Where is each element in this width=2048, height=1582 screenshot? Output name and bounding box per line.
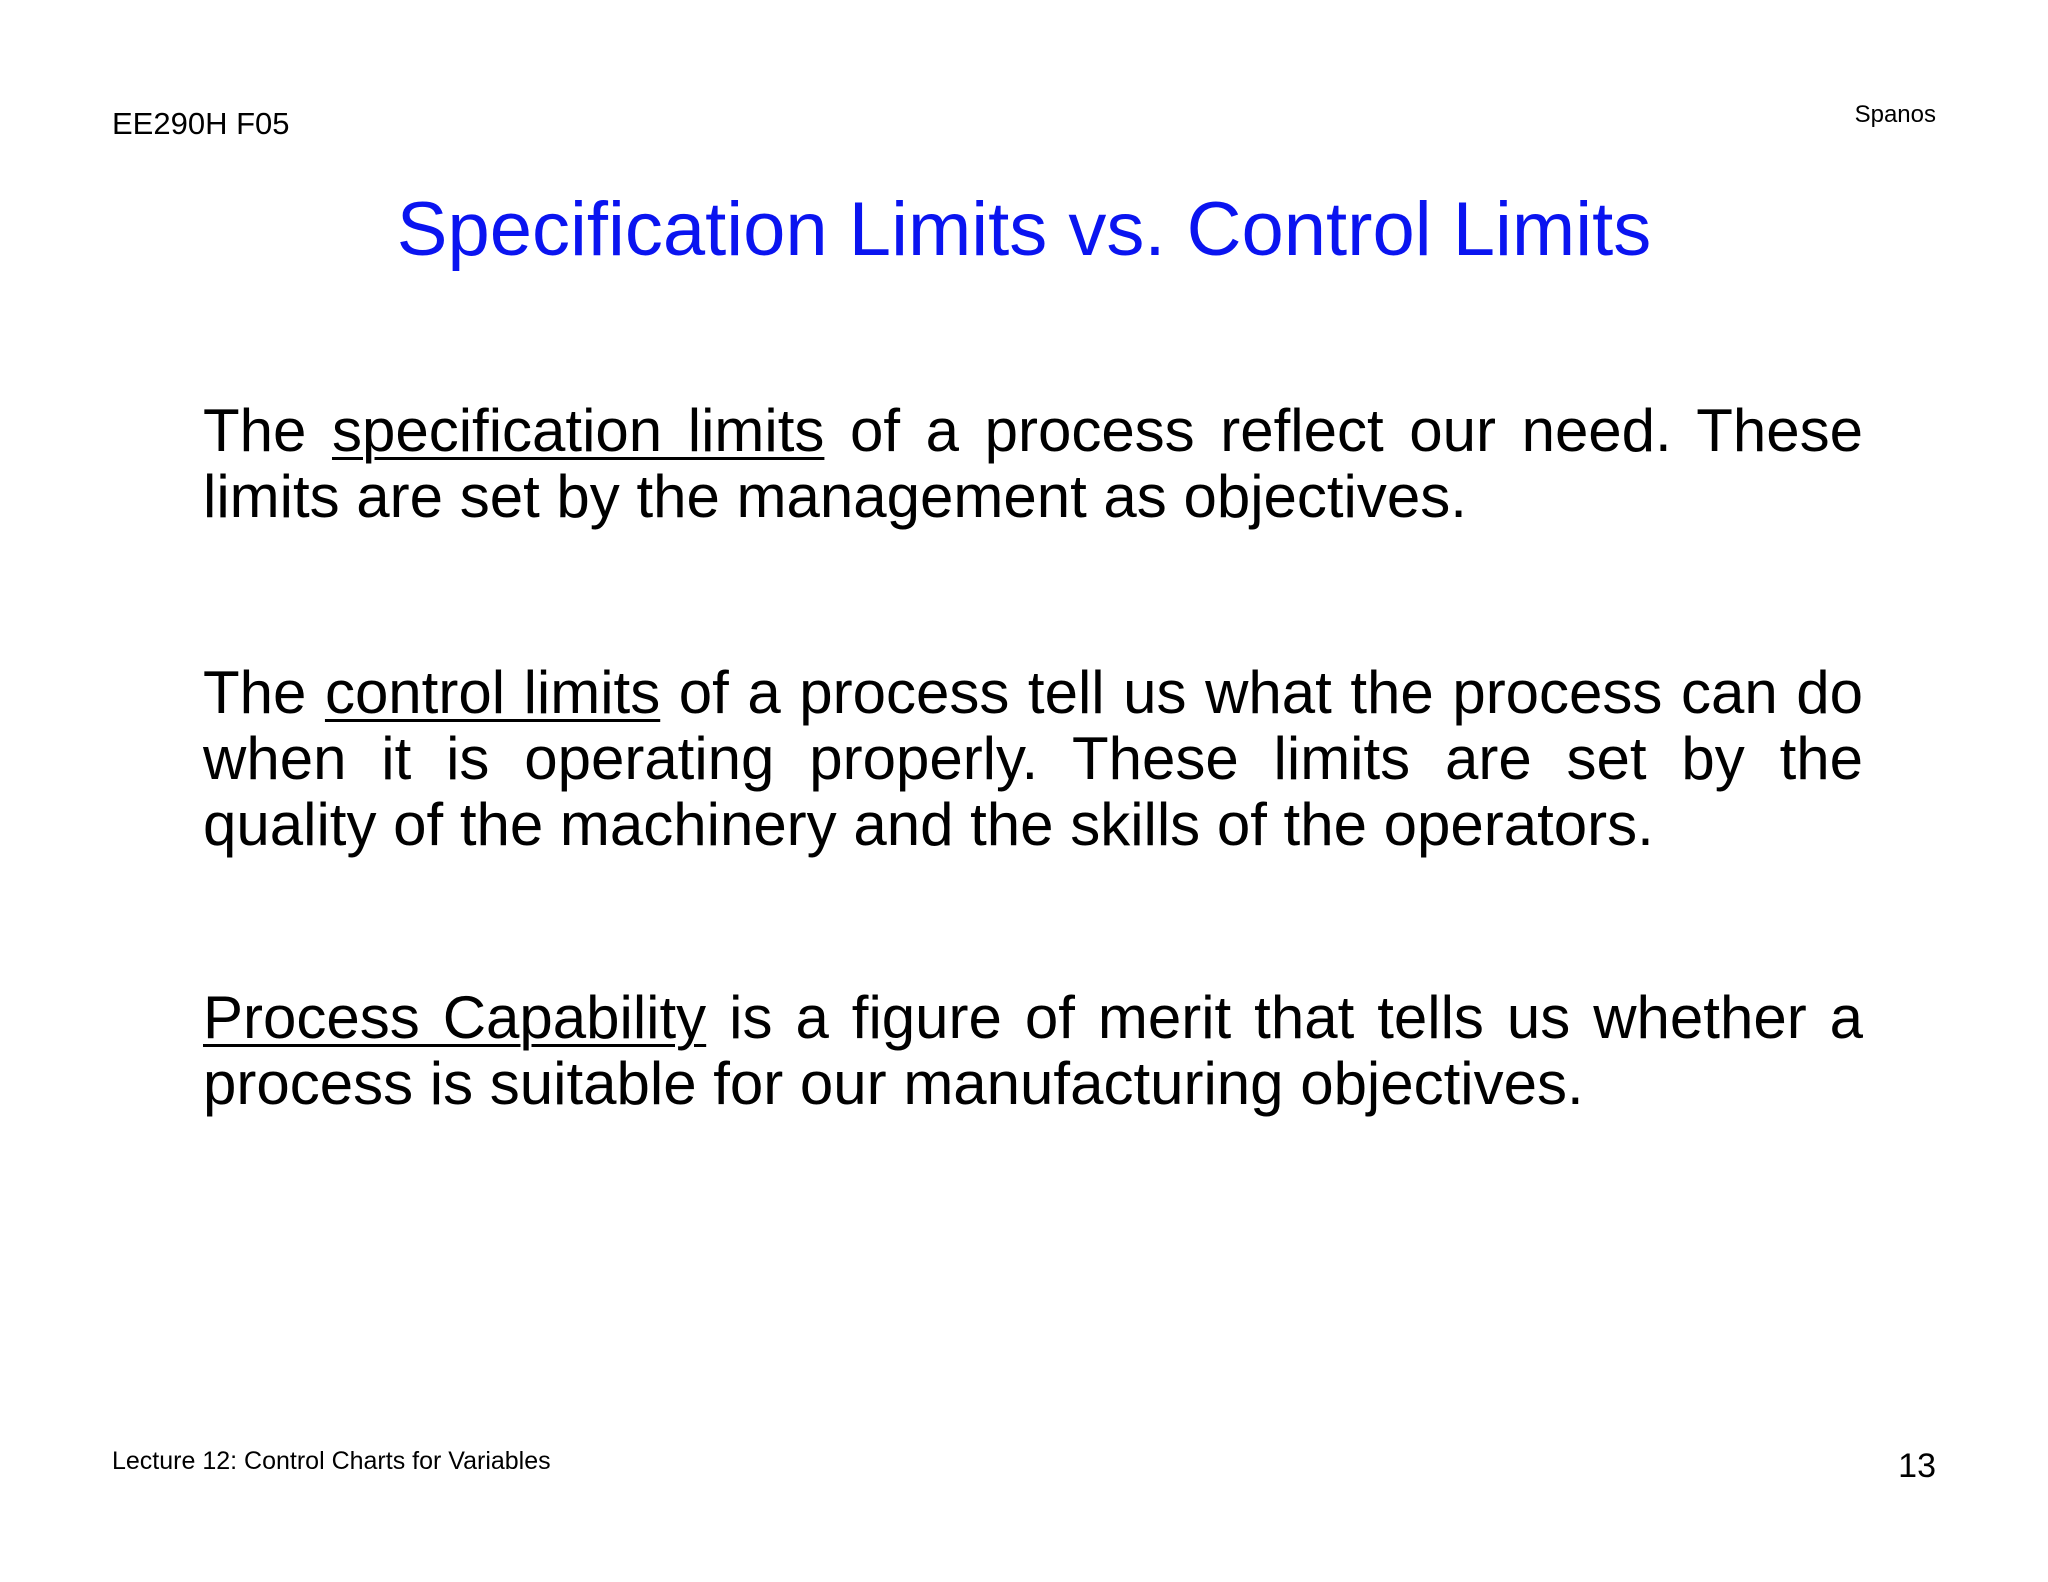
- paragraph-process-capability: [203, 985, 1863, 1117]
- paragraph-body: is a figure of merit that tells us whether a process is suitable for our manufacturing objectives.: [203, 984, 1864, 1117]
- author-label: Spanos: [1854, 101, 1936, 128]
- paragraph-body: of a process tell us what the process can do when it is operating properly. These limits are set by the quality of the machinery and the skills of the operators.: [203, 659, 1863, 858]
- paragraph-lead: The: [203, 397, 332, 464]
- term-control-limits: control limits: [324, 659, 661, 726]
- paragraph-lead: The: [203, 659, 325, 726]
- paragraph-specification-limits: [203, 398, 1863, 530]
- term-specification-limits: specification limits: [331, 397, 825, 464]
- paragraph-body: of a process reflect our need. These limits are set by the management as objectives.: [203, 397, 1863, 530]
- term-process-capability: Process Capability: [203, 984, 707, 1051]
- slide-title: Specification Limits vs. Control Limits: [396, 187, 1652, 272]
- lecture-label: Lecture 12: Control Charts for Variables: [112, 1447, 551, 1475]
- course-label: EE290H F05: [112, 106, 290, 141]
- page-number: 13: [1898, 1447, 1936, 1485]
- paragraph-control-limits: [203, 660, 1863, 858]
